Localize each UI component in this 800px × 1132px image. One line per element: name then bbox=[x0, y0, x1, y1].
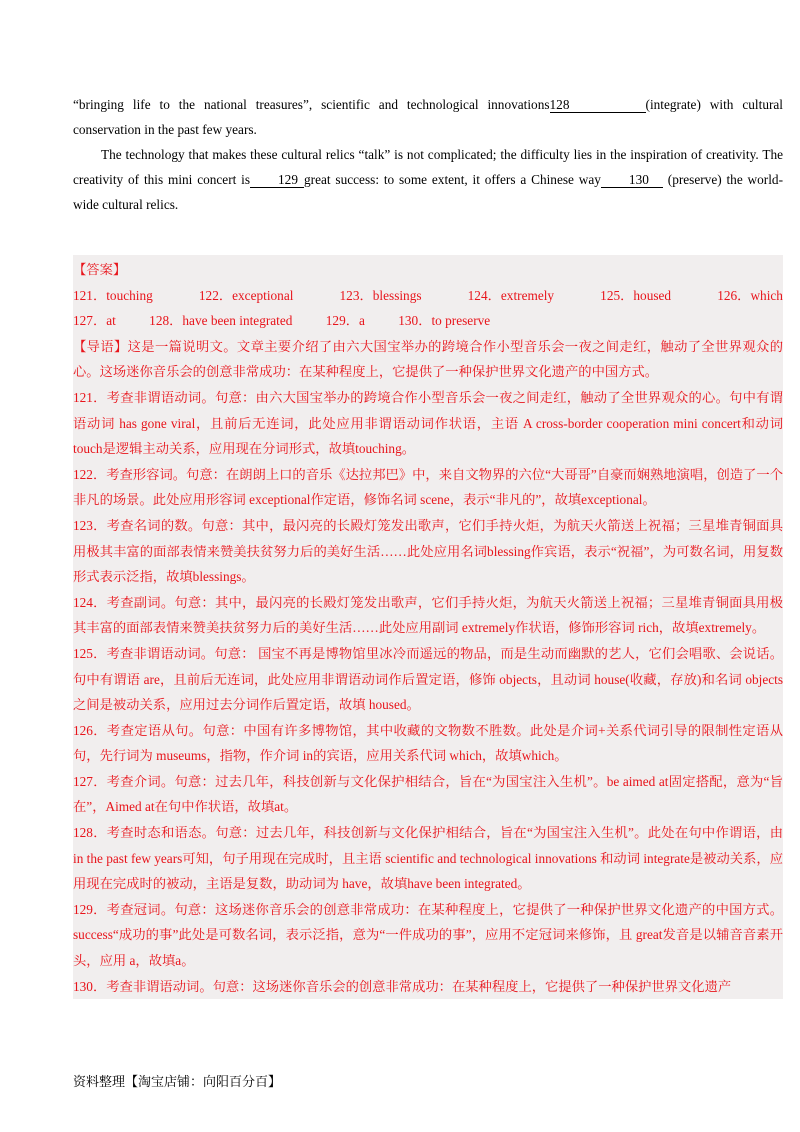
answer-item: 127．at bbox=[73, 313, 116, 329]
answer-item: 124．extremely bbox=[467, 287, 555, 303]
answer-item: 129．a bbox=[325, 313, 365, 329]
answer-section bbox=[73, 255, 783, 999]
passage-text: great success: to some extent, it offers a Chinese way bbox=[304, 172, 601, 187]
answer-item: 130．to preserve bbox=[398, 313, 491, 329]
passage-text: (integrate) with cultural conservation in the past few years. bbox=[73, 97, 783, 137]
answer-heading: 【答案】 bbox=[73, 262, 127, 277]
explanation-129: 129．考查冠词。句意：这场迷你音乐会的创意非常成功：在某种程度上，它提供了一种保护世界文化遗产的中国方式。success“成功的事”此处是可数名词，表示泛指，意为“一件成功的事”，应用不定冠词来修饰，且 great发音是以辅音音素开头，应用 a，故填a。 bbox=[73, 901, 783, 969]
answer-item: 126．which bbox=[717, 287, 783, 303]
blank-129: 129 bbox=[250, 171, 304, 188]
explanation-123: 123．考查名词的数。句意：其中，最闪亮的长殿灯笼发出歌声，它们手持火炬，为航天火箭送上祝福；三星堆青铜面具用极其丰富的面部表情来赞美扶贫努力后的美好生活……此处应用名词blessing作宾语，表示“祝福”，为可数名词，用复数形式表示泛指，故填blessings。 bbox=[73, 517, 783, 585]
answer-row-2 bbox=[73, 308, 783, 334]
explanation-130: 130．考查非谓语动词。句意：这场迷你音乐会的创意非常成功：在某种程度上，它提供了一种保护世界文化遗产 bbox=[73, 978, 732, 994]
answer-row-1 bbox=[73, 283, 783, 309]
blank-128: 128 bbox=[550, 96, 646, 113]
explanation-122: 122．考查形容词。句意：在朗朗上口的音乐《达拉邦巴》中，来自文物界的六位“大哥哥”自豪而娴熟地演唱，创造了一个非凡的场景。此处应用形容词 exceptional作定语，修饰名词 scene，表示“非凡的”，故填exceptional。 bbox=[73, 466, 783, 508]
passage-text: The technology that makes these cultural relics “talk” is not complicated; the difficulty lies in the inspiration of creativity. The creativity of this mini concert is bbox=[73, 147, 783, 187]
passage-text: “bringing life to the national treasures”, scientific and technological innovations bbox=[73, 97, 550, 112]
explanation-127: 127．考查介词。句意：过去几年，科技创新与文化保护相结合，旨在“为国宝注入生机”。be aimed at固定搭配，意为“旨在”，Aimed at在句中作状语，故填at。 bbox=[73, 773, 783, 815]
explanation-121: 121．考查非谓语动词。句意：由六大国宝举办的跨境合作小型音乐会一夜之间走红，触动了全世界观众的心。句中有谓语动词 has gone viral，且前后无连词，此处应用非谓语动词作状语，主语 A cross-border cooperation mini concert和动词 touch是逻辑主动关系，应用现在分词形式，故填touching。 bbox=[73, 389, 783, 457]
answer-item: 123．blessings bbox=[339, 287, 422, 303]
answer-item: 121．touching bbox=[73, 287, 153, 303]
answer-item: 125．housed bbox=[600, 287, 672, 303]
explanation-126: 126．考查定语从句。句意：中国有许多博物馆，其中收藏的文物数不胜数。此处是介词+关系代词引导的限制性定语从句，先行词为 museums，指物，作介词 in的宾语，应用关系代词 which，故填which。 bbox=[73, 722, 783, 764]
answer-item: 122．exceptional bbox=[198, 287, 294, 303]
blank-130: 130 bbox=[601, 171, 663, 188]
page-footer: 资料整理【淘宝店铺：向阳百分百】 bbox=[73, 1074, 282, 1089]
explanation-128: 128．考查时态和语态。句意：过去几年，科技创新与文化保护相结合，旨在“为国宝注入生机”。此处在句中作谓语，由 in the past few years可知，句子用现在完成时，且主语 scientific and technological innovations 和动词 integrate是被动关系，应用现在完成时的被动，主语是复数，助动词为 have，故填have been integrated。 bbox=[73, 825, 783, 892]
document-page bbox=[73, 92, 783, 999]
passage-paragraph-2 bbox=[73, 142, 783, 217]
answer-item: 128．have been integrated bbox=[149, 313, 293, 329]
passage-text: (preserve) the world-wide cultural relics. bbox=[73, 172, 784, 212]
explanation-125: 125．考查非谓语动词。句意： 国宝不再是博物馆里冰冷而遥远的物品，而是生动而幽默的艺人，它们会唱歌、会说话。句中有谓语 are，且前后无连词，此处应用非谓语动词作后置定语，修饰 objects，且动词 house(收藏，存放)和名词 objects之间是被动关系，应用过去分词作后置定语，故填 housed。 bbox=[73, 645, 783, 713]
guide-text: 【导语】这是一篇说明文。文章主要介绍了由六大国宝举办的跨境合作小型音乐会一夜之间走红，触动了全世界观众的心。这场迷你音乐会的创意非常成功：在某种程度上，它提供了一种保护世界文化遗产的中国方式。 bbox=[73, 338, 783, 380]
explanation-124: 124．考查副词。句意：其中，最闪亮的长殿灯笼发出歌声，它们手持火炬，为航天火箭送上祝福；三星堆青铜面具用极其丰富的面部表情来赞美扶贫努力后的美好生活……此处应用副词 extremely作状语，修饰形容词 rich，故填extremely。 bbox=[73, 594, 783, 636]
passage-paragraph-1 bbox=[73, 92, 783, 142]
